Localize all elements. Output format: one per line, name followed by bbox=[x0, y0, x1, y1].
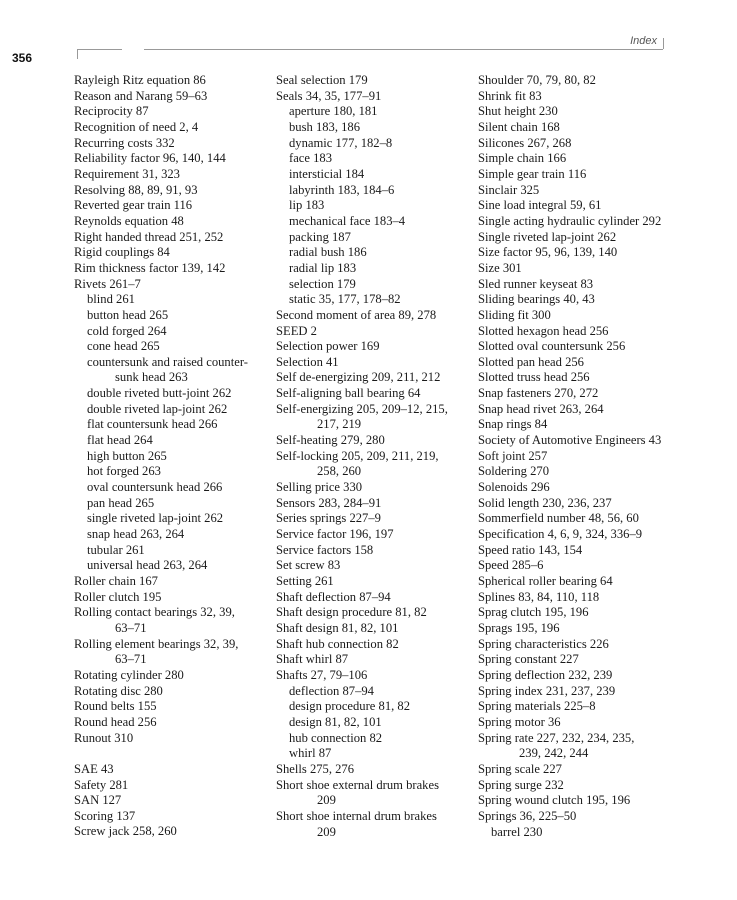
index-entry: Sensors 283, 284–91 bbox=[276, 495, 382, 510]
index-subentry: radial bush 186 bbox=[289, 245, 367, 260]
header-left-tick bbox=[77, 49, 78, 59]
index-entry: Shut height 230 bbox=[478, 104, 558, 119]
index-entry: Rigid couplings 84 bbox=[74, 245, 170, 260]
index-entry: Self-locking 205, 209, 211, 219, bbox=[276, 448, 439, 463]
index-entry-continuation: 63–71 bbox=[115, 652, 147, 667]
index-entry: Scoring 137 bbox=[74, 808, 136, 823]
index-entry: Shaft whirl 87 bbox=[276, 652, 349, 667]
index-subentry: packing 187 bbox=[289, 229, 351, 244]
index-entry: SAN 127 bbox=[74, 793, 122, 808]
index-entry: Sinclair 325 bbox=[478, 182, 540, 197]
index-subentry: dynamic 177, 182–8 bbox=[289, 135, 393, 150]
index-column-3 bbox=[478, 73, 723, 840]
index-entry: Shrink fit 83 bbox=[478, 88, 542, 103]
index-entry: Spring motor 36 bbox=[478, 714, 561, 729]
index-entry: Round head 256 bbox=[74, 714, 157, 729]
index-subentry: intersticial 184 bbox=[289, 166, 365, 181]
index-subentry: bush 183, 186 bbox=[289, 119, 361, 134]
index-entry: Round belts 155 bbox=[74, 699, 157, 714]
index-subentry: face 183 bbox=[289, 151, 333, 166]
index-subentry: hot forged 263 bbox=[87, 464, 161, 479]
index-entry: Rolling element bearings 32, 39, bbox=[74, 636, 239, 651]
index-subentry: hub connection 82 bbox=[289, 730, 383, 745]
index-subentry: double riveted lap-joint 262 bbox=[87, 401, 228, 416]
index-entry: Reliability factor 96, 140, 144 bbox=[74, 151, 226, 166]
index-subentry: flat countersunk head 266 bbox=[87, 417, 218, 432]
index-subentry: flat head 264 bbox=[87, 433, 153, 448]
index-subentry: cone head 265 bbox=[87, 339, 160, 354]
index-column-1 bbox=[74, 73, 274, 840]
index-subentry: labyrinth 183, 184–6 bbox=[289, 182, 395, 197]
index-subentry: design 81, 82, 101 bbox=[289, 714, 382, 729]
index-entry: Slotted hexagon head 256 bbox=[478, 323, 609, 338]
index-subentry: static 35, 177, 178–82 bbox=[289, 292, 401, 307]
index-entry: Screw jack 258, 260 bbox=[74, 824, 177, 839]
index-entry: Seals 34, 35, 177–91 bbox=[276, 88, 382, 103]
index-entry: Slotted truss head 256 bbox=[478, 370, 590, 385]
index-entry: Rim thickness factor 139, 142 bbox=[74, 260, 226, 275]
index-entry: Shoulder 70, 79, 80, 82 bbox=[478, 73, 596, 87]
index-entry: Speed ratio 143, 154 bbox=[478, 542, 583, 557]
index-subentry: selection 179 bbox=[289, 276, 356, 291]
index-entry: Sprag clutch 195, 196 bbox=[478, 605, 589, 620]
index-subentry: cold forged 264 bbox=[87, 323, 167, 338]
index-entry-continuation: 209 bbox=[317, 824, 336, 839]
index-subentry: oval countersunk head 266 bbox=[87, 480, 223, 495]
index-entry: Sine load integral 59, 61 bbox=[478, 198, 602, 213]
running-head: Index bbox=[630, 35, 657, 47]
index-entry: Springs 36, 225–50 bbox=[478, 808, 577, 823]
page-number: 356 bbox=[12, 51, 33, 65]
index-entry: Solenoids 296 bbox=[478, 480, 550, 495]
index-entry: Short shoe external drum brakes bbox=[276, 777, 439, 792]
index-subentry: double riveted butt-joint 262 bbox=[87, 386, 232, 401]
index-subentry: aperture 180, 181 bbox=[289, 104, 378, 119]
index-entry: Selection 41 bbox=[276, 354, 339, 369]
index-entry: Shaft deflection 87–94 bbox=[276, 589, 391, 604]
index-entry-continuation: 258, 260 bbox=[317, 464, 362, 479]
index-entry: Roller clutch 195 bbox=[74, 589, 162, 604]
index-entry: Second moment of area 89, 278 bbox=[276, 307, 437, 322]
index-entry: Self-heating 279, 280 bbox=[276, 433, 385, 448]
index-entry: Selling price 330 bbox=[276, 480, 363, 495]
index-entry: Self-aligning ball bearing 64 bbox=[276, 386, 421, 401]
index-entry: Sommerfield number 48, 56, 60 bbox=[478, 511, 639, 526]
index-entry: Short shoe internal drum brakes bbox=[276, 808, 437, 823]
index-entry-continuation: 239, 242, 244 bbox=[519, 746, 589, 761]
index-entry: SEED 2 bbox=[276, 323, 317, 338]
index-subentry: snap head 263, 264 bbox=[87, 527, 185, 542]
index-entry: Spring characteristics 226 bbox=[478, 636, 609, 651]
index-entry: Setting 261 bbox=[276, 574, 334, 588]
index-entry: Sliding bearings 40, 43 bbox=[478, 292, 595, 307]
index-entry: Rolling contact bearings 32, 39, bbox=[74, 605, 235, 620]
index-subentry: blind 261 bbox=[87, 292, 135, 307]
index-entry: Shaft design 81, 82, 101 bbox=[276, 620, 399, 635]
index-entry: Safety 281 bbox=[74, 777, 129, 792]
index-subentry: mechanical face 183–4 bbox=[289, 213, 406, 228]
index-entry: Service factors 158 bbox=[276, 542, 374, 557]
index-entry-continuation: 209 bbox=[317, 793, 336, 808]
index-subentry: lip 183 bbox=[289, 198, 325, 213]
header-gap bbox=[122, 47, 144, 52]
index-entry: Simple gear train 116 bbox=[478, 166, 587, 181]
index-subentry: design procedure 81, 82 bbox=[289, 699, 411, 714]
index-entry: Set screw 83 bbox=[276, 558, 341, 573]
index-entry: Reynolds equation 48 bbox=[74, 213, 184, 228]
index-entry: Shaft design procedure 81, 82 bbox=[276, 605, 427, 620]
index-entry: Spring surge 232 bbox=[478, 777, 564, 792]
index-entry: Roller chain 167 bbox=[74, 574, 158, 588]
index-entry: Reason and Narang 59–63 bbox=[74, 88, 208, 103]
index-entry: Sprags 195, 196 bbox=[478, 620, 560, 635]
index-entry: Single acting hydraulic cylinder 292 bbox=[478, 213, 662, 228]
index-entry: Soldering 270 bbox=[478, 464, 550, 479]
index-entry: Reverted gear train 116 bbox=[74, 198, 193, 213]
index-subentry: barrel 230 bbox=[491, 824, 543, 839]
index-entry: Rivets 261–7 bbox=[74, 276, 141, 291]
index-entry: Recognition of need 2, 4 bbox=[74, 119, 199, 134]
index-entry-continuation: 63–71 bbox=[115, 620, 147, 635]
index-entry: Spring deflection 232, 239 bbox=[478, 667, 613, 682]
index-entry: Snap head rivet 263, 264 bbox=[478, 401, 604, 416]
index-entry: Resolving 88, 89, 91, 93 bbox=[74, 182, 198, 197]
index-entry: Shells 275, 276 bbox=[276, 761, 355, 776]
index-entry: Spherical roller bearing 64 bbox=[478, 574, 613, 588]
index-entry: Requirement 31, 323 bbox=[74, 166, 180, 181]
index-entry: Spring wound clutch 195, 196 bbox=[478, 793, 631, 808]
index-entry: Silent chain 168 bbox=[478, 119, 560, 134]
index-entry: Sliding fit 300 bbox=[478, 307, 551, 322]
index-entry: Specification 4, 6, 9, 324, 336–9 bbox=[478, 527, 643, 542]
index-entry: Seal selection 179 bbox=[276, 73, 368, 87]
index-entry: Rotating disc 280 bbox=[74, 683, 163, 698]
index-entry: Service factor 196, 197 bbox=[276, 527, 394, 542]
index-entry: Spring materials 225–8 bbox=[478, 699, 596, 714]
index-subentry: radial lip 183 bbox=[289, 260, 357, 275]
index-entry: Sled runner keyseat 83 bbox=[478, 276, 594, 291]
index-entry: Rayleigh Ritz equation 86 bbox=[74, 73, 206, 87]
index-entry-continuation: 217, 219 bbox=[317, 417, 362, 432]
index-entry: Simple chain 166 bbox=[478, 151, 567, 166]
index-entry: Recurring costs 332 bbox=[74, 135, 175, 150]
index-entry: Splines 83, 84, 110, 118 bbox=[478, 589, 600, 604]
index-entry: Self-energizing 205, 209–12, 215, bbox=[276, 401, 448, 416]
index-entry: Reciprocity 87 bbox=[74, 104, 149, 119]
index-entry: Shaft hub connection 82 bbox=[276, 636, 399, 651]
index-entry: Spring index 231, 237, 239 bbox=[478, 683, 616, 698]
header-rule bbox=[77, 49, 663, 50]
index-subentry: high button 265 bbox=[87, 448, 167, 463]
index-entry: Soft joint 257 bbox=[478, 448, 548, 463]
index-entry: Runout 310 bbox=[74, 730, 134, 745]
index-entry: Spring constant 227 bbox=[478, 652, 579, 667]
header-right-tick bbox=[663, 38, 664, 49]
index-entry: Series springs 227–9 bbox=[276, 511, 381, 526]
index-subentry: countersunk and raised counter- bbox=[87, 354, 248, 369]
index-entry: Silicones 267, 268 bbox=[478, 135, 572, 150]
index-entry: Solid length 230, 236, 237 bbox=[478, 495, 612, 510]
index-subentry: single riveted lap-joint 262 bbox=[87, 511, 224, 526]
index-entry: Spring rate 227, 232, 234, 235, bbox=[478, 730, 635, 745]
index-subentry: tubular 261 bbox=[87, 542, 145, 557]
index-subentry: deflection 87–94 bbox=[289, 683, 374, 698]
index-entry: Spring scale 227 bbox=[478, 761, 562, 776]
index-letter-gap bbox=[74, 746, 274, 762]
index-column-2 bbox=[276, 73, 476, 840]
index-entry: Selection power 169 bbox=[276, 339, 380, 354]
index-subentry: button head 265 bbox=[87, 307, 169, 322]
index-entry: Slotted pan head 256 bbox=[478, 354, 584, 369]
index-entry: Snap rings 84 bbox=[478, 417, 548, 432]
index-entry: Single riveted lap-joint 262 bbox=[478, 229, 617, 244]
index-entry: Self de-energizing 209, 211, 212 bbox=[276, 370, 441, 385]
index-entry: Society of Automotive Engineers 43 bbox=[478, 433, 662, 448]
index-entry-continuation: sunk head 263 bbox=[115, 370, 188, 385]
index-subentry: pan head 265 bbox=[87, 495, 155, 510]
index-entry: Right handed thread 251, 252 bbox=[74, 229, 224, 244]
index-entry: Slotted oval countersunk 256 bbox=[478, 339, 626, 354]
index-entry: SAE 43 bbox=[74, 761, 114, 776]
index-subentry: whirl 87 bbox=[289, 746, 332, 761]
index-entry: Rotating cylinder 280 bbox=[74, 667, 184, 682]
index-entry: Size 301 bbox=[478, 260, 522, 275]
index-subentry: universal head 263, 264 bbox=[87, 558, 208, 573]
index-entry: Shafts 27, 79–106 bbox=[276, 667, 368, 682]
index-entry: Size factor 95, 96, 139, 140 bbox=[478, 245, 618, 260]
index-entry: Snap fasteners 270, 272 bbox=[478, 386, 599, 401]
index-entry: Speed 285–6 bbox=[478, 558, 544, 573]
